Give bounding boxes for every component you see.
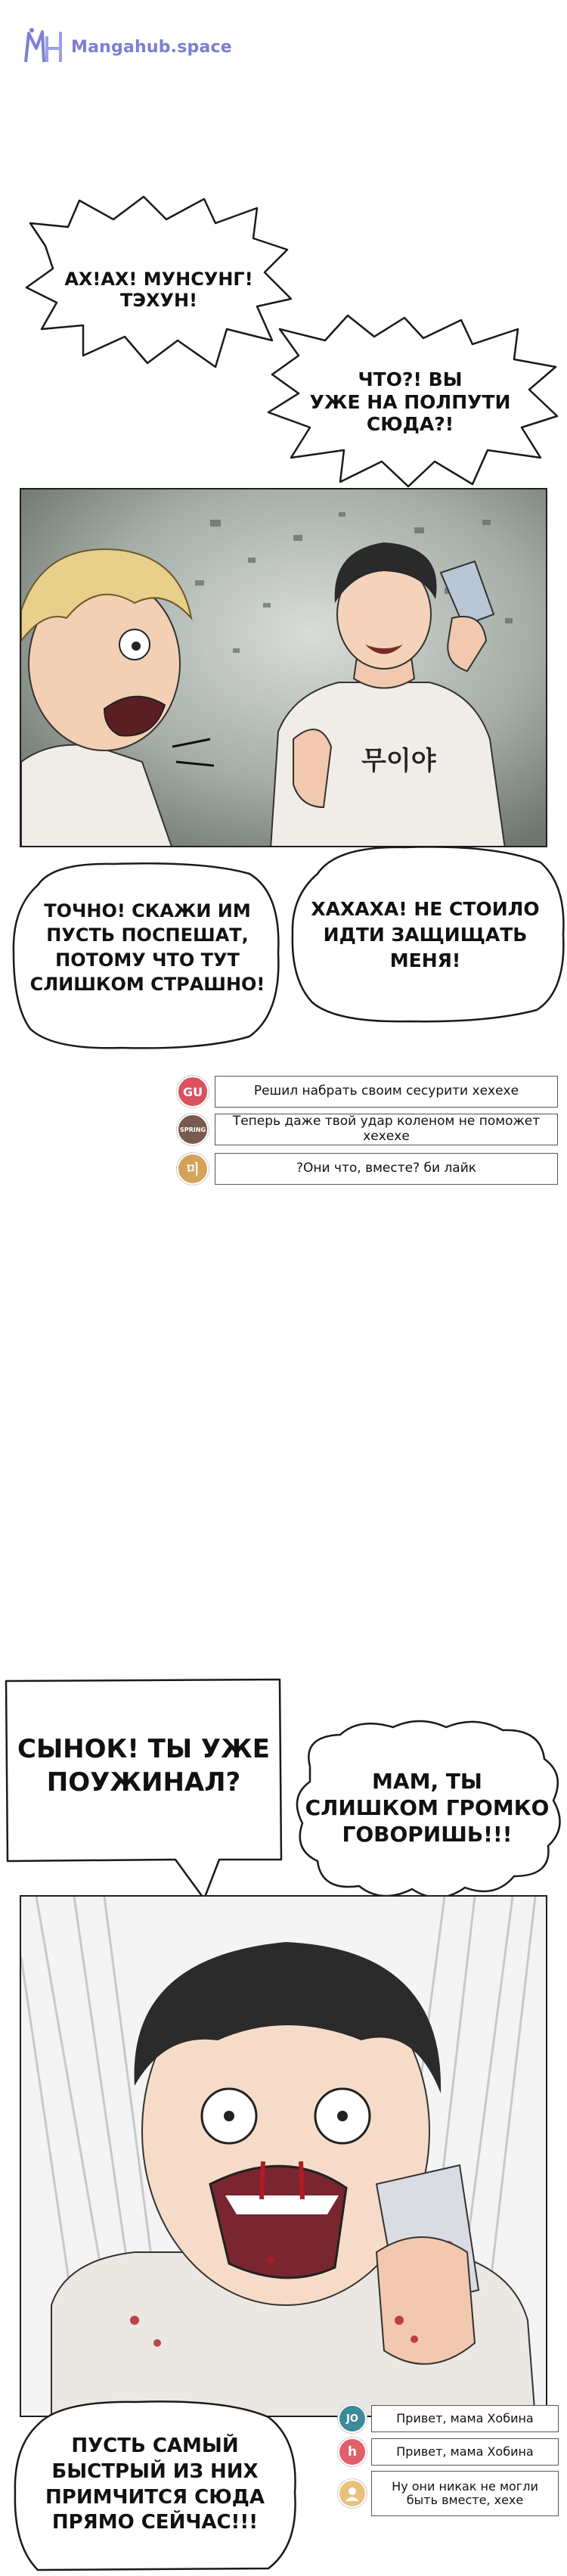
bubble-5-text: СЫНОК! ТЫ УЖЕ ПОУЖИНАЛ? <box>17 1734 270 1798</box>
comment-row <box>177 1076 558 1108</box>
comment-text: Ну они никак не могли быть вместе, хехе <box>371 2471 559 2516</box>
bubble-7-text: ПУСТЬ САМЫЙ БЫСТРЫЙ ИЗ НИХ ПРИМЧИТСЯ СЮДА ПРЯМО СЕЙЧАС!!! <box>45 2435 265 2534</box>
bubble-1-text: АХ!АХ! МУНСУНГ! ТЭХУН! <box>64 269 253 312</box>
comment-row <box>338 2471 559 2516</box>
avatar: h <box>338 2438 367 2466</box>
speech-bubble-4 <box>284 840 567 1025</box>
default-user-icon <box>344 2485 361 2502</box>
speech-bubble-5 <box>0 1672 287 1903</box>
bubble-3-text: ТОЧНО! СКАЖИ ИМ ПУСТЬ ПОСПЕШАТ, ПОТОМУ ЧТО ТУТ СЛИШКОМ СТРАШНО! <box>29 900 265 996</box>
speech-bubble-1 <box>23 193 295 374</box>
speech-bubble-7 <box>8 2394 302 2536</box>
speech-bubble-2 <box>261 314 559 488</box>
bubble-2-text: ЧТО?! ВЫ УЖЕ НА ПОЛПУТИ СЮДА?! <box>309 368 511 435</box>
user-avatar-icon <box>338 2479 367 2508</box>
comment-row <box>338 2438 559 2466</box>
comment-text: Привет, мама Хобина <box>371 2438 559 2466</box>
shirt-text: 무이야 <box>361 746 436 776</box>
panel-1-image <box>20 488 547 847</box>
speech-bubble-6 <box>287 1714 567 1910</box>
avatar: SPRING <box>177 1114 209 1145</box>
watermark <box>21 26 232 68</box>
comment-text: Теперь даже твой удар коленом не поможет хехехе <box>215 1114 558 1145</box>
avatar: 미 <box>177 1153 209 1185</box>
mangahub-logo-icon <box>21 26 67 68</box>
speech-bubble-3 <box>8 855 287 1055</box>
bubble-4-text: ХАХАХА! НЕ СТОИЛО ИДТИ ЗАЩИЩАТЬ МЕНЯ! <box>311 898 540 971</box>
comment-text: ?Они что, вместе? би лайк <box>215 1153 558 1185</box>
comment-row <box>338 2404 559 2433</box>
bubble-6-text: МАМ, ТЫ СЛИШКОМ ГРОМКО ГОВОРИШЬ!!! <box>305 1769 550 1847</box>
avatar: GU <box>177 1076 209 1108</box>
panel-2-illustration <box>21 1897 547 2417</box>
panel-1-illustration <box>21 489 547 847</box>
comment-row <box>177 1114 558 1145</box>
comment-row <box>177 1153 558 1185</box>
avatar: JO <box>338 2404 367 2433</box>
comment-text: Привет, мама Хобина <box>371 2405 559 2432</box>
panel-2-image <box>20 1895 547 2417</box>
watermark-text: Mangahub.space <box>71 37 232 57</box>
comment-text: Решил набрать своим сесурити хехехе <box>215 1076 558 1108</box>
